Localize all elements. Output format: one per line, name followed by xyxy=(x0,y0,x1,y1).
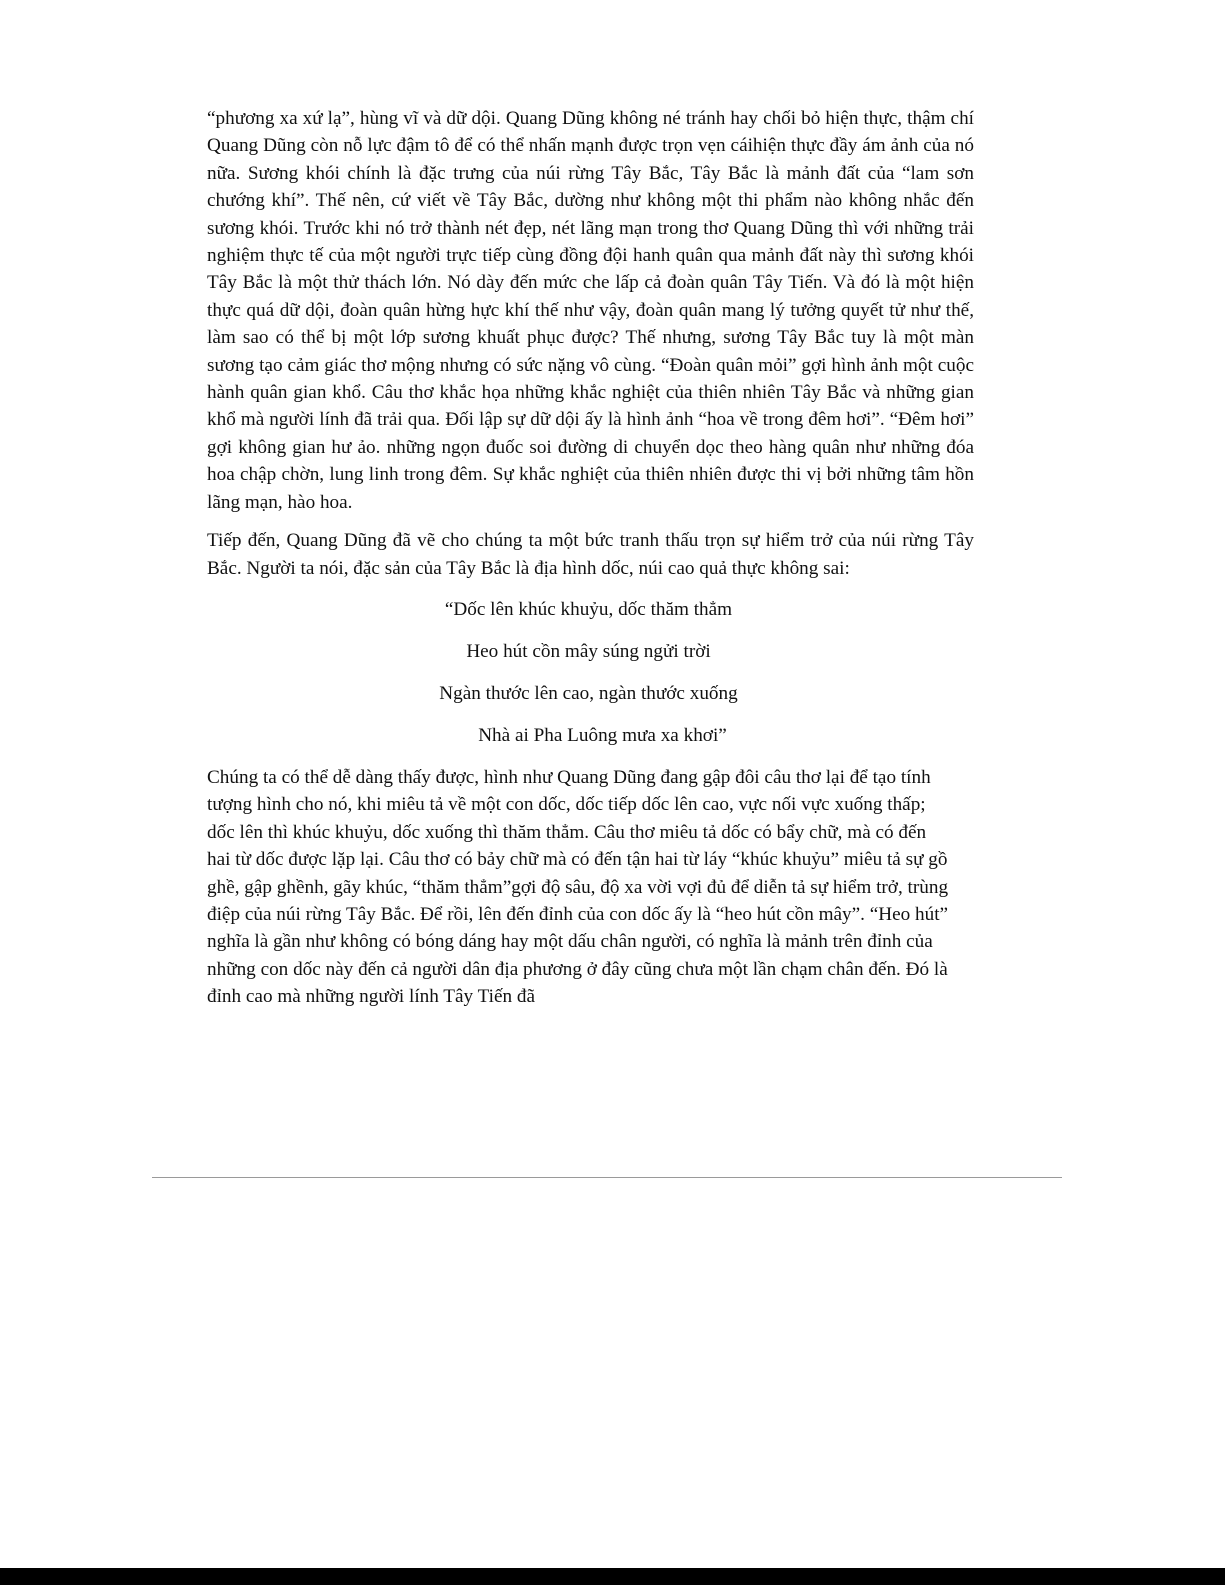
paragraph-intro-slopes: Tiếp đến, Quang Dũng đã vẽ cho chúng ta một bức tranh thấu trọn sự hiểm trở của núi rừng Tây Bắc. Người ta nói, đặc sản của Tây Bắc là địa hình dốc, núi cao quả thực không sai: xyxy=(207,530,974,579)
poem-line-2: Heo hút cồn mây súng ngửi trời xyxy=(466,640,711,662)
poem-line-3: Ngàn thước lên cao, ngàn thước xuống xyxy=(439,682,738,704)
poem-line-4: Nhà ai Pha Luông mưa xa khơi” xyxy=(478,724,727,746)
poem-line-1: “Dốc lên khúc khuỷu, dốc thăm thẳm xyxy=(444,598,733,620)
paragraph-analysis: Chúng ta có thể dễ dàng thấy được, hình như Quang Dũng đang gập đôi câu thơ lại để tạo tính tượng hình cho nó, khi miêu tả về một con dốc, dốc tiếp dốc lên cao, vực nối vực xuống thấp; dốc lên thì khúc khuỷu, dốc xuống thì thăm thẳm. Câu thơ miêu tả dốc có bẩy chữ, mà có đến hai từ dốc được lặp lại. Câu thơ có bảy chữ mà có đến tận hai từ láy “khúc khuỷu” miêu tả sự gồ ghề, gập ghềnh, gãy khúc, “thăm thẳm”gợi độ sâu, độ xa vời vợi đủ để diễn tả sự hiểm trở, trùng điệp của núi rừng Tây Bắc. Để rồi, lên đến đỉnh của con dốc ấy là “heo hút cồn mây”. “Heo hút” nghĩa là gần như không có bóng dáng hay một dấu chân người, có nghĩa là mảnh trên đỉnh của những con dốc này đến cả người dân địa phương ở đây cũng chưa một lần chạm chân đến. Đó là đỉnh cao mà những người lính Tây Tiến đã xyxy=(207,766,949,1008)
page-divider xyxy=(152,1177,1062,1178)
paragraph-fog-description: “phương xa xứ lạ”, hùng vĩ và dữ dội. Quang Dũng không né tránh hay chối bỏ hiện thực, thậm chí Quang Dũng còn nỗ lực đậm tô để có thể nhấn mạnh được trọn vẹn cáihiện thực đầy ám ảnh của nó nữa. Sương khói chính là đặc trưng của núi rừng Tây Bắc, Tây Bắc là mảnh đất của “lam sơn chướng khí”. Thế nên, cứ viết về Tây Bắc, dường như không một thi phẩm nào không nhắc đến sương khói. Trước khi nó trở thành nét đẹp, nét lãng mạn trong thơ Quang Dũng thì với những trải nghiệm thực tế của một người trực tiếp cùng đồng đội hanh quân qua mảnh đất này thì sương khói Tây Bắc là một thử thách lớn. Nó dày đến mức che lấp cả đoàn quân Tây Tiến. Và đó là một hiện thực quá dữ dội, đoàn quân hừng hực khí thế như vậy, đoàn quân mang lý tưởng quyết tử như thế, làm sao có thể bị một lớp sương khuất phục được? Thế nhưng, sương Tây Bắc tuy là một màn sương tạo cảm giác thơ mộng nhưng có sức nặng vô cùng. “Đoàn quân mỏi” gợi hình ảnh một cuộc hành quân gian khổ. Câu thơ khắc họa những khắc nghiệt của thiên nhiên Tây Bắc và những gian khổ mà người lính đã trải qua. Đối lập sự dữ dội ấy là hình ảnh “hoa về trong đêm hơi”. “Đêm hơi” gợi không gian hư ảo. những ngọn đuốc soi đường di chuyển dọc theo hàng quân như những đóa hoa chập chờn, lung linh trong đêm. Sự khắc nghiệt của thiên nhiên được thi vị bởi những tâm hồn lãng mạn, hào hoa. xyxy=(207,108,974,513)
page-bottom-edge xyxy=(0,1568,1225,1585)
document-body xyxy=(207,105,974,1022)
poem-quote xyxy=(207,596,974,749)
